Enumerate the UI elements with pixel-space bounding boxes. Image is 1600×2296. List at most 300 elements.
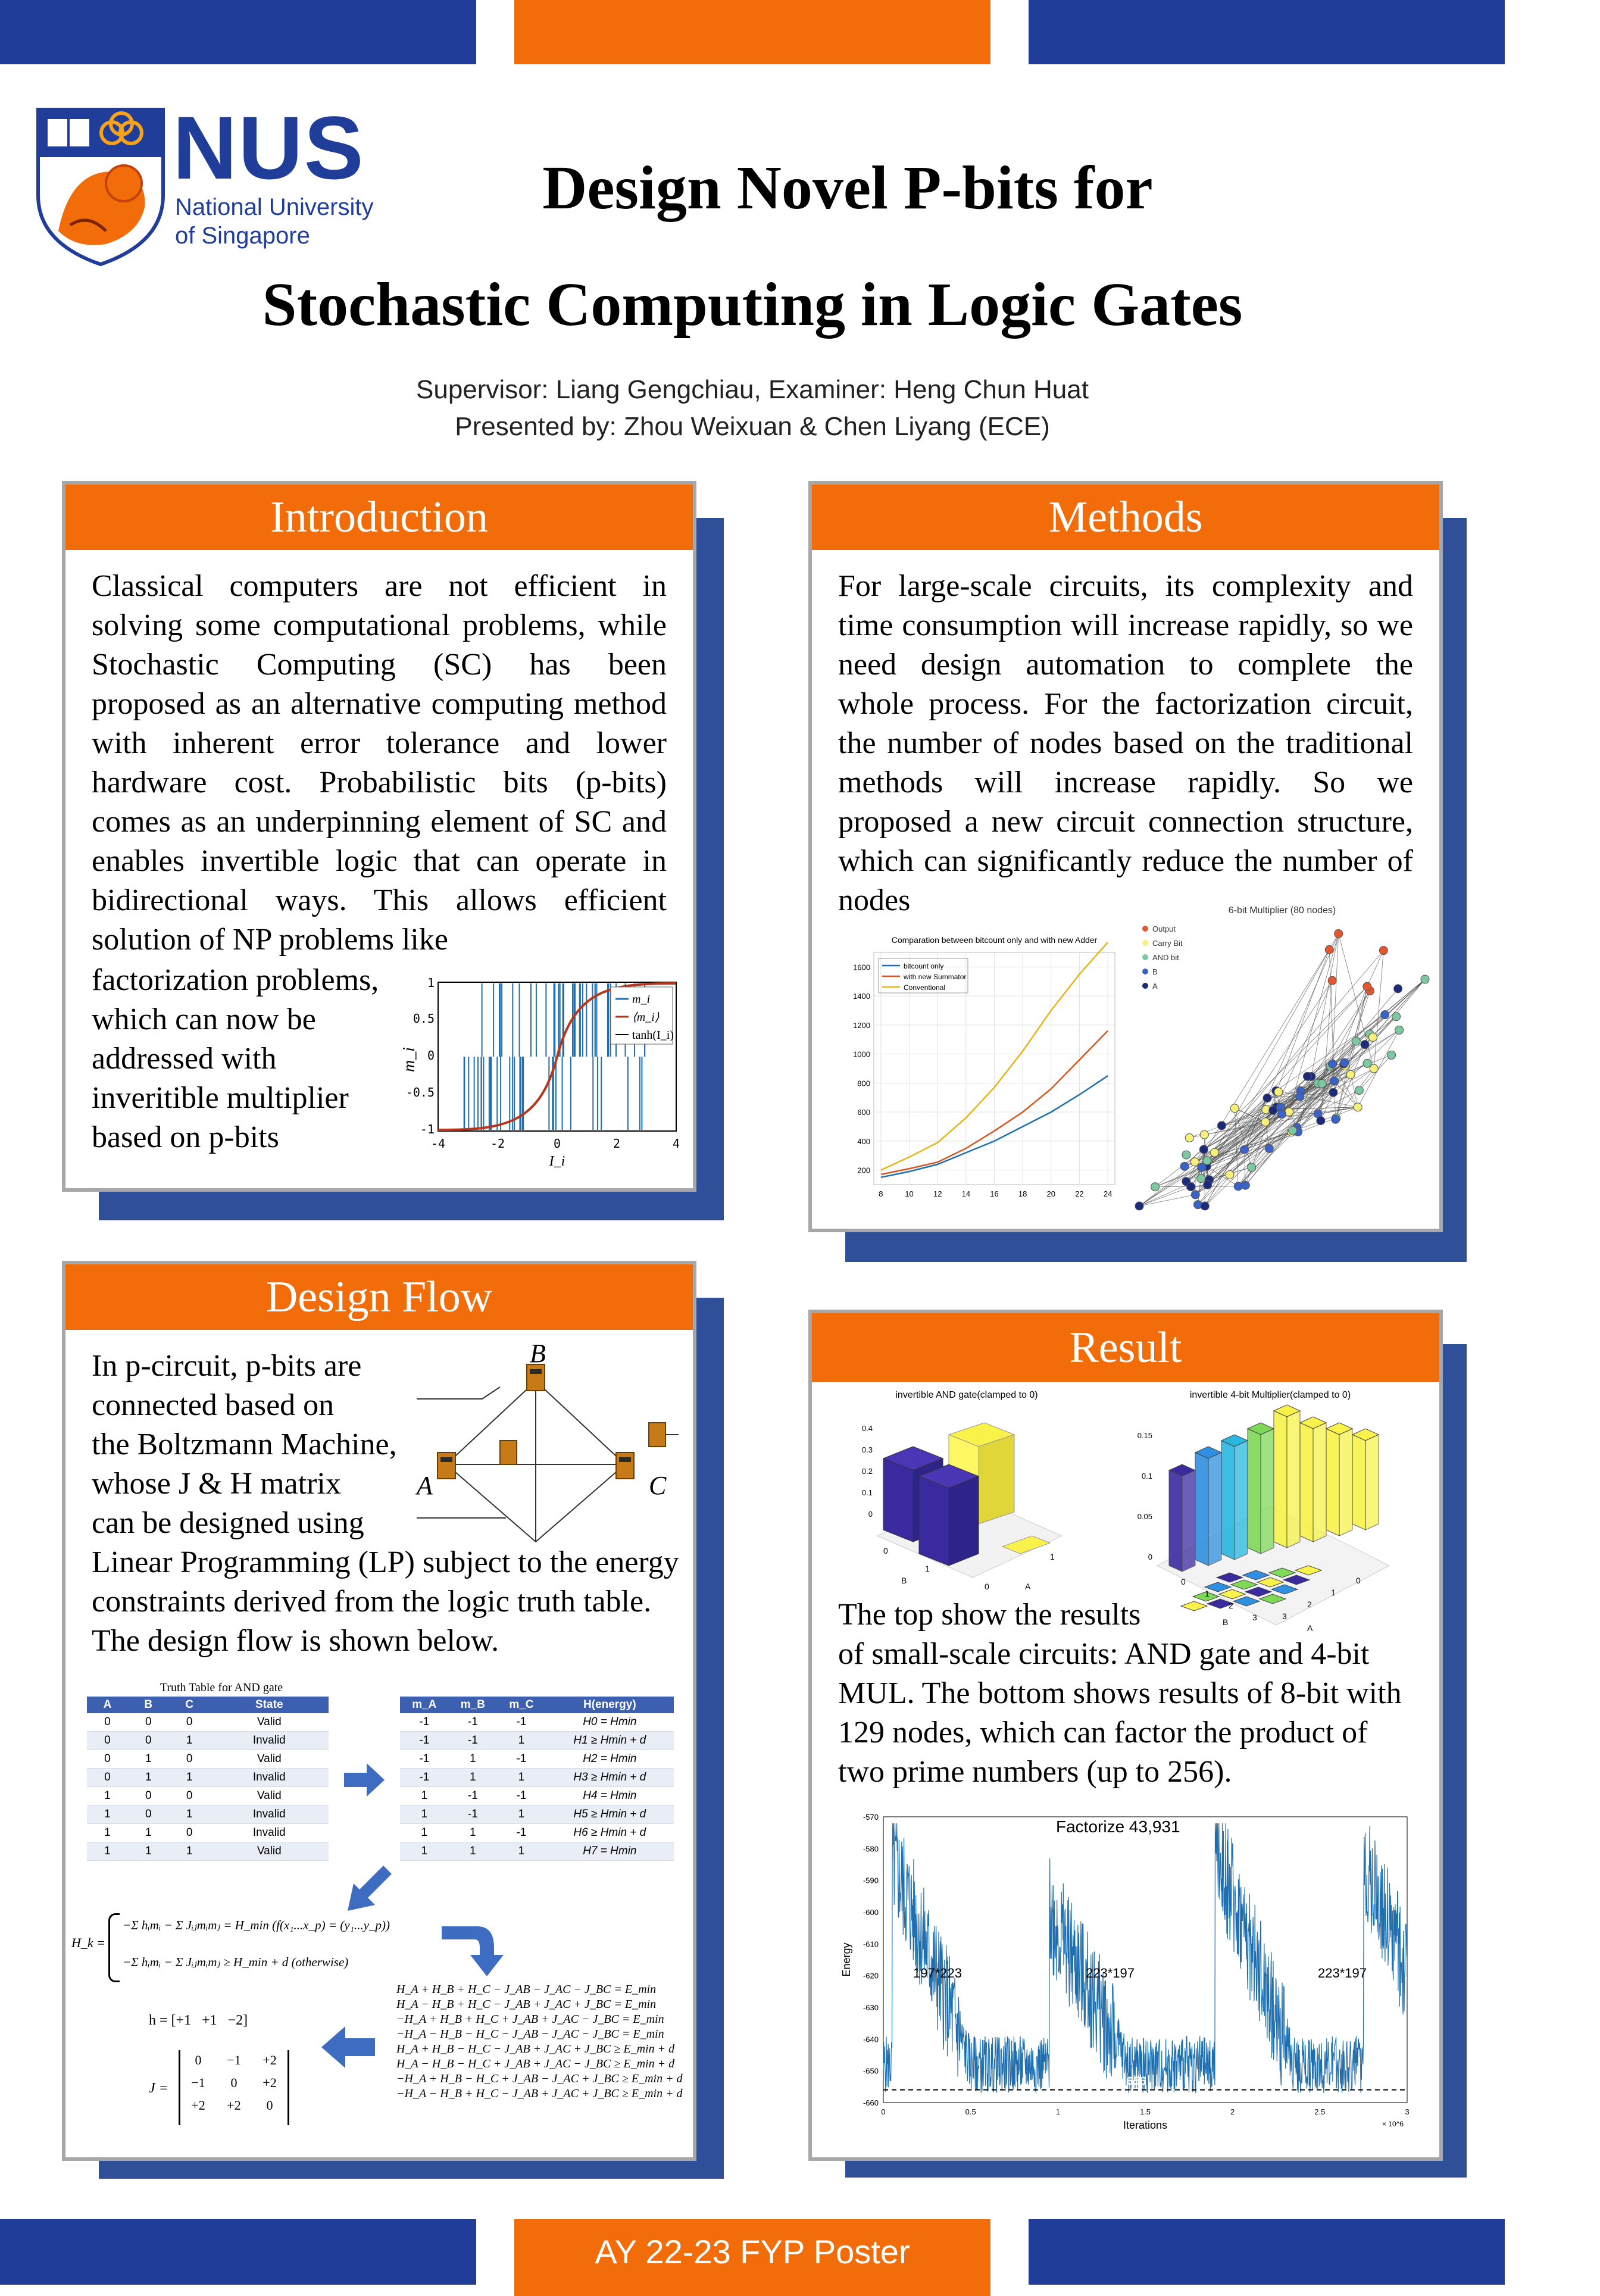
graph-node xyxy=(1303,1072,1311,1080)
graph-node xyxy=(1135,1202,1143,1210)
tt2-cell: 1 xyxy=(449,1769,498,1787)
graph-node xyxy=(1185,1133,1193,1142)
constraint-line: H_A − H_B + H_C − J_AB + J_AC + J_BC = E_min xyxy=(396,1998,657,2011)
and-ztick: 0.2 xyxy=(861,1467,873,1476)
mul-bar xyxy=(1261,1429,1274,1554)
energy-annotation: 197*223 xyxy=(913,1966,962,1981)
j-label: J = xyxy=(149,2081,168,2096)
tt1-cell: 1 xyxy=(169,1842,210,1861)
tt1-row xyxy=(87,1732,329,1750)
tt2-cell: -1 xyxy=(449,1805,498,1824)
and-axis-a: A xyxy=(1025,1582,1031,1591)
plot-xtick: 4 xyxy=(672,1136,680,1151)
graph-node xyxy=(1203,1157,1211,1165)
tt1-cell: 0 xyxy=(169,1787,210,1805)
tt2-header: m_B xyxy=(449,1697,498,1713)
nus-name-line1: National University xyxy=(175,194,374,220)
node-count-chart xyxy=(838,929,1124,1208)
tt1-row xyxy=(87,1769,329,1787)
chart-xtick: 10 xyxy=(905,1189,914,1198)
legend-label: with new Summator xyxy=(904,973,967,981)
graph-edge xyxy=(1186,951,1384,1182)
graph-node xyxy=(1379,946,1388,955)
graph-node xyxy=(1248,1163,1256,1172)
tt1-cell: 0 xyxy=(128,1713,169,1732)
tt1-cell: 1 xyxy=(128,1750,169,1769)
tt2-header: m_C xyxy=(497,1697,546,1713)
chart-ytick: 1000 xyxy=(853,1049,870,1059)
graph-node xyxy=(1151,1183,1160,1191)
tt2-cell: 1 xyxy=(400,1842,449,1861)
mul-axis-b: B xyxy=(1223,1617,1229,1627)
title-line-1: Design Novel P-bits for xyxy=(542,154,1153,222)
plot-xtick: -4 xyxy=(430,1136,446,1151)
graph-node xyxy=(1197,1174,1205,1183)
circuit-label-a: A xyxy=(417,1471,433,1500)
tt2-row xyxy=(400,1787,674,1805)
tt2-row xyxy=(400,1750,674,1769)
graph-node xyxy=(1317,1116,1325,1124)
energy-xtick: 3 xyxy=(1405,2107,1410,2116)
tt1-cell: Invalid xyxy=(210,1805,329,1824)
constraint-line: H_A − H_B − H_C + J_AB + J_AC − J_BC ≥ E_min + d xyxy=(396,2057,675,2070)
graph-edge xyxy=(1345,991,1370,1066)
energy-annotation: 223*197 xyxy=(1318,1966,1367,1981)
energy-xtick: 2 xyxy=(1230,2107,1235,2116)
mul-bar xyxy=(1221,1441,1235,1560)
mul-bar xyxy=(1326,1429,1339,1536)
design-flow-side-line: can be designed using xyxy=(92,1506,364,1540)
and-tick-b: 1 xyxy=(925,1564,930,1573)
graph-node xyxy=(1230,1104,1239,1113)
plot-ytick: -0.5 xyxy=(405,1085,435,1099)
mul-bar xyxy=(1352,1435,1365,1530)
graph-legend: AND bit xyxy=(1152,953,1179,962)
graph-node xyxy=(1355,1086,1363,1095)
energy-xlabel: Iterations xyxy=(1123,2119,1168,2131)
mul-bar xyxy=(1274,1411,1287,1548)
j-matrix-cell: +2 xyxy=(227,2098,241,2113)
tt1-cell: 0 xyxy=(169,1713,210,1732)
j-matrix-cell: 0 xyxy=(195,2053,202,2067)
tt1-cell: Valid xyxy=(210,1787,329,1805)
mul-bar xyxy=(1235,1441,1248,1560)
mul-ztick: 0.1 xyxy=(1141,1472,1152,1480)
graph-node xyxy=(1198,1163,1206,1172)
graph-node xyxy=(1332,1115,1340,1123)
tt2-cell: 1 xyxy=(400,1787,449,1805)
footer-label: AY 22-23 FYP Poster xyxy=(595,2233,910,2270)
energy-ytick: -580 xyxy=(862,1844,879,1854)
title-line-2: Stochastic Computing in Logic Gates xyxy=(262,270,1243,339)
energy-xtick: 1 xyxy=(1055,2107,1060,2116)
tt2-cell: 1 xyxy=(497,1732,546,1750)
energy-title: Factorize 43,931 xyxy=(1056,1817,1180,1836)
plot-ylabel: m_i xyxy=(400,1047,418,1072)
tt1-header: State xyxy=(210,1697,329,1713)
tt1-cell: 0 xyxy=(128,1787,169,1805)
intro-side-line: based on p-bits xyxy=(92,1120,279,1154)
tt2-cell: H2 = Hmin xyxy=(546,1750,674,1769)
design-flow-side-line: the Boltzmann Machine, xyxy=(92,1427,397,1461)
energy-chart xyxy=(836,1805,1425,2138)
graph-node xyxy=(1395,1026,1404,1034)
energy-ylabel: Energy xyxy=(840,1942,852,1977)
graph-node xyxy=(1421,975,1429,983)
graph-node xyxy=(1187,1183,1195,1191)
constraint-line: −H_A − H_B − H_C − J_AB − J_AC − J_BC = E_min xyxy=(396,2028,664,2041)
energy-xtick: 0 xyxy=(881,2107,886,2116)
j-matrix-cell: +2 xyxy=(262,2075,277,2090)
tt1-cell: 0 xyxy=(128,1732,169,1750)
mul-flat-bar xyxy=(1181,1601,1207,1611)
result-panel xyxy=(808,1310,1443,2161)
tt2-cell: -1 xyxy=(497,1824,546,1842)
tt1-cell: 1 xyxy=(128,1769,169,1787)
graph-node xyxy=(1354,1103,1362,1111)
mul-bar xyxy=(1195,1452,1208,1566)
h-vector: h = [+1 +1 −2] xyxy=(149,2013,248,2028)
graph-legend: B xyxy=(1152,967,1158,976)
chart-xtick: 14 xyxy=(961,1189,971,1198)
tt1-cell: 1 xyxy=(128,1824,169,1842)
tt2-cell: H7 = Hmin xyxy=(546,1842,674,1861)
graph-node xyxy=(1330,1077,1339,1085)
chart-xtick: 12 xyxy=(933,1189,942,1198)
hk-label: H_k = xyxy=(71,1935,105,1950)
graph-node xyxy=(1363,982,1371,991)
tt2-cell: -1 xyxy=(449,1713,498,1732)
tt1-header: B xyxy=(128,1697,169,1713)
energy-ytick: -590 xyxy=(862,1876,879,1885)
tt1-cell: 1 xyxy=(87,1787,128,1805)
graph-legend: Carry Bit xyxy=(1152,939,1183,948)
nus-name-line2: of Singapore xyxy=(175,223,310,249)
top-bar-right xyxy=(1029,0,1505,64)
tt2-header: m_A xyxy=(400,1697,449,1713)
tt1-row xyxy=(87,1824,329,1842)
chart-ytick: 200 xyxy=(857,1166,870,1175)
truth-table-and xyxy=(87,1697,329,1861)
mul-bar xyxy=(1287,1411,1300,1548)
circuit-label-b: B xyxy=(530,1339,546,1368)
energy-xtick: 2.5 xyxy=(1314,2107,1326,2116)
energy-table xyxy=(400,1697,674,1861)
tt1-cell: 0 xyxy=(87,1750,128,1769)
graph-node xyxy=(1204,1180,1212,1189)
supervisor-credit: Supervisor: Liang Gengchiau, Examiner: Heng Chun Huat xyxy=(416,375,1089,404)
j-matrix-cell: +2 xyxy=(191,2098,205,2113)
tt2-cell: H6 ≥ Hmin + d xyxy=(546,1824,674,1842)
pbit-tanh-plot xyxy=(402,970,688,1185)
tt1-cell: Invalid xyxy=(210,1732,329,1750)
intro-side-line: inveritible multiplier xyxy=(92,1081,349,1115)
energy-ytick: -650 xyxy=(862,2066,879,2076)
presenter-credit: Presented by: Zhou Weixuan & Chen Liyang (ECE) xyxy=(455,412,1050,441)
tt1-row xyxy=(87,1713,329,1732)
graph-node xyxy=(1361,1041,1369,1049)
graph-node xyxy=(1182,1151,1190,1159)
graph-node xyxy=(1368,1033,1377,1041)
tt1-row xyxy=(87,1750,329,1769)
tt2-cell: -1 xyxy=(497,1713,546,1732)
mul-bar xyxy=(1248,1429,1261,1554)
mul-tick-a: 1 xyxy=(1331,1588,1336,1597)
design-flow-side-line: connected based on xyxy=(92,1388,335,1422)
j-matrix-cell: −1 xyxy=(227,2053,241,2067)
tt2-cell: -1 xyxy=(400,1769,449,1787)
tt1-cell: 0 xyxy=(87,1713,128,1732)
graph-node xyxy=(1392,1013,1401,1021)
and-ztick: 0.3 xyxy=(861,1445,873,1454)
bottom-bar-right xyxy=(1029,2219,1505,2285)
legend-label: Conventional xyxy=(904,983,946,992)
mul-tick-b: 3 xyxy=(1252,1613,1257,1622)
chart-xtick: 24 xyxy=(1103,1189,1112,1198)
bottom-bar-left xyxy=(0,2219,476,2285)
chart-ytick: 400 xyxy=(857,1136,870,1146)
energy-ytick: -660 xyxy=(862,2098,879,2107)
energy-ytick: -630 xyxy=(862,2003,879,2012)
plot-ytick: 0 xyxy=(427,1048,435,1063)
methods-heading: Methods xyxy=(812,485,1439,550)
graph-node xyxy=(1201,1202,1209,1210)
methods-text: For large-scale circuits, its complexity and time consumption will increase rapidly, so we need design automation to complete the whole process. For the factorization circuit, the number of nodes based on the traditional methods will increase rapidly. So we proposed a new circuit connection structure, which can significantly reduce the number of nodes xyxy=(838,569,1413,917)
and-gate-3d-bar xyxy=(836,1387,1098,1613)
intro-side-line: factorization problems, xyxy=(92,963,379,997)
graph-edge xyxy=(1339,933,1374,1069)
graph-title: 6-bit Multiplier (80 nodes) xyxy=(1228,905,1336,916)
tt1-header: A xyxy=(87,1697,128,1713)
boltzmann-circuit xyxy=(411,1339,690,1542)
graph-node xyxy=(1240,1145,1249,1154)
graph-node xyxy=(1199,1145,1208,1154)
energy-ytick: -570 xyxy=(862,1813,879,1822)
tt2-row xyxy=(400,1769,674,1787)
tt2-header: H(energy) xyxy=(546,1697,674,1713)
mul-ztick: 0.05 xyxy=(1137,1512,1152,1521)
graph-node xyxy=(1329,1060,1337,1068)
graph-node xyxy=(1261,1118,1270,1126)
hk-line-2: −Σ hᵢmᵢ − Σ Jᵢⱼmᵢmⱼ ≥ H_min + d (otherwise) xyxy=(123,1955,349,1969)
tt2-cell: 1 xyxy=(497,1805,546,1824)
j-matrix-cell: +2 xyxy=(262,2053,277,2067)
tt1-cell: 1 xyxy=(169,1769,210,1787)
j-matrix-cell: 0 xyxy=(266,2098,273,2113)
tt2-cell: -1 xyxy=(497,1750,546,1769)
tt2-cell: H5 ≥ Hmin + d xyxy=(546,1805,674,1824)
chart-xtick: 22 xyxy=(1075,1189,1084,1198)
graph-node xyxy=(1296,1092,1304,1101)
mul-tick-b: 1 xyxy=(1205,1589,1210,1598)
graph-edge xyxy=(1195,979,1425,1195)
graph-legend: A xyxy=(1152,982,1158,991)
energy-ytick: -620 xyxy=(862,1971,879,1981)
chart-xtick: 16 xyxy=(990,1189,999,1198)
and-axis-b: B xyxy=(901,1576,907,1585)
result-heading: Result xyxy=(812,1313,1439,1382)
chart-ytick: 800 xyxy=(857,1079,870,1088)
mul-ztick: 0.15 xyxy=(1137,1431,1152,1440)
tt2-cell: H0 = Hmin xyxy=(546,1713,674,1732)
arrow-down-left-icon xyxy=(345,1866,393,1913)
tt1-cell: 0 xyxy=(169,1824,210,1842)
mul-tick-b: 0 xyxy=(1181,1577,1186,1586)
chart-ytick: 1200 xyxy=(853,1020,870,1030)
graph-node xyxy=(1217,1122,1226,1130)
tt2-cell: -1 xyxy=(400,1713,449,1732)
plot-legend-mean: ⟨m_i⟩ xyxy=(632,1011,660,1024)
plot-legend-mi: m_i xyxy=(632,993,650,1006)
tt2-cell: H4 = Hmin xyxy=(546,1787,674,1805)
tt1-row xyxy=(87,1805,329,1824)
graph-node xyxy=(1381,1011,1389,1019)
chart-xtick: 8 xyxy=(879,1189,883,1198)
chart-ytick: 1400 xyxy=(853,992,870,1001)
multiplier-graph xyxy=(1133,902,1431,1212)
plot-legend-tanh: tanh(I_i) xyxy=(632,1029,674,1042)
graph-node xyxy=(1211,1148,1219,1157)
mul-bar xyxy=(1208,1452,1221,1566)
graph-node xyxy=(1191,1191,1199,1199)
mul-tick-a: 2 xyxy=(1307,1600,1312,1609)
top-bar-left xyxy=(0,0,476,64)
and-ztick: 0 xyxy=(868,1510,873,1519)
design-flow-side-line: whose J & H matrix xyxy=(92,1467,341,1501)
mul-tick-b: 2 xyxy=(1229,1601,1233,1610)
j-matrix xyxy=(179,2050,289,2125)
tt2-cell: 1 xyxy=(497,1842,546,1861)
graph-node xyxy=(1318,1079,1326,1088)
top-bar-center xyxy=(514,0,990,64)
hk-line-1: −Σ hᵢmᵢ − Σ Jᵢⱼmᵢmⱼ = H_min (f(x₁...x_p) = (y₁...y_p)) xyxy=(123,1918,390,1932)
graph-node xyxy=(1335,929,1343,938)
chart-ytick: 1600 xyxy=(853,963,870,972)
intro-text: Classical computers are not efficient in solving some computational problems, while Stochastic Computing (SC) has been proposed as an alternative computing method with inherent error tolerance and lower hardware cost. Probabilistic bits (p-bits) comes as an underpinning element of SC and enables invertible logic that can operate in bidirectional ways. This allows efficient solution of NP problems like xyxy=(92,569,667,957)
design-flow-heading: Design Flow xyxy=(65,1264,693,1330)
arrow-curve-down-icon xyxy=(442,1924,507,1978)
graph-legend: Output xyxy=(1152,924,1176,933)
tt2-row xyxy=(400,1732,674,1750)
and-tick-a: 1 xyxy=(1050,1552,1055,1561)
graph-node xyxy=(1329,1088,1338,1097)
graph-node xyxy=(1226,1170,1234,1179)
bottom-bar-center xyxy=(514,2219,990,2296)
tt1-cell: 0 xyxy=(87,1732,128,1750)
truth-table-title: Truth Table for AND gate xyxy=(160,1681,283,1694)
emin-label: Emin = -656 xyxy=(1080,2075,1146,2088)
energy-xtick: 1.5 xyxy=(1139,2107,1151,2116)
tt1-cell: 1 xyxy=(87,1842,128,1861)
constraint-line: H_A + H_B − H_C − J_AB + J_AC + J_BC ≥ E_min + d xyxy=(396,2042,675,2056)
tt2-cell: -1 xyxy=(400,1732,449,1750)
tt1-cell: 1 xyxy=(87,1805,128,1824)
energy-ytick: -600 xyxy=(862,1908,879,1917)
energy-ytick: -610 xyxy=(862,1939,879,1949)
graph-node xyxy=(1346,1070,1355,1079)
mul-bar xyxy=(1313,1423,1326,1542)
tt1-cell: Valid xyxy=(210,1750,329,1769)
and-bar-title: invertible AND gate(clamped to 0) xyxy=(895,1390,1038,1400)
graph-node xyxy=(1277,1110,1286,1118)
energy-xtick: 0.5 xyxy=(965,2107,976,2116)
energy-ytick: -640 xyxy=(862,2035,879,2044)
tt2-cell: 1 xyxy=(497,1769,546,1787)
graph-node xyxy=(1370,1064,1378,1073)
graph-node xyxy=(1263,1094,1271,1102)
and-ztick: 0.4 xyxy=(861,1424,873,1433)
design-flow-text: Linear Programming (LP) subject to the energy constraints derived from the logic truth table. The design flow is shown below. xyxy=(92,1545,679,1658)
and-ztick: 0.1 xyxy=(861,1488,873,1497)
tt1-cell: 1 xyxy=(169,1805,210,1824)
result-side-text: The top show the results xyxy=(838,1598,1141,1632)
mul-bar xyxy=(1169,1470,1182,1572)
graph-node xyxy=(1200,1130,1208,1139)
graph-node xyxy=(1289,1126,1297,1135)
tt2-cell: 1 xyxy=(400,1824,449,1842)
tt2-cell: 1 xyxy=(449,1824,498,1842)
tt2-cell: -1 xyxy=(400,1750,449,1769)
arrow-left-icon xyxy=(321,2026,375,2068)
mul-bar xyxy=(1300,1423,1313,1542)
design-flow-side-text xyxy=(92,1347,425,1543)
graph-node xyxy=(1352,1037,1360,1045)
tt1-cell: 1 xyxy=(87,1824,128,1842)
tt2-cell: H1 ≥ Hmin + d xyxy=(546,1732,674,1750)
result-text: of small-scale circuits: AND gate and 4-bit MUL. The bottom shows results of 8-bit with 129 nodes, which can factor the product of two prime numbers (up to 256). xyxy=(838,1637,1402,1789)
mul-bar xyxy=(1182,1470,1195,1572)
tt2-row xyxy=(400,1842,674,1861)
graph-node xyxy=(1241,1181,1249,1189)
graph-node xyxy=(1265,1145,1273,1153)
tt1-row xyxy=(87,1787,329,1805)
mul-bar xyxy=(1365,1435,1379,1530)
arrow-right-icon xyxy=(344,1762,386,1798)
tt1-cell: 0 xyxy=(128,1805,169,1824)
tt2-row xyxy=(400,1824,674,1842)
tt2-cell: -1 xyxy=(497,1787,546,1805)
tt2-cell: H3 ≥ Hmin + d xyxy=(546,1769,674,1787)
tt1-cell: Invalid xyxy=(210,1824,329,1842)
intro-side-line: which can now be xyxy=(92,1002,316,1036)
mul-axis-a: A xyxy=(1307,1623,1313,1633)
graph-node xyxy=(1180,1162,1189,1170)
tt1-cell: Valid xyxy=(210,1713,329,1732)
intro-heading: Introduction xyxy=(65,485,693,550)
j-matrix-cell: 0 xyxy=(230,2075,238,2090)
constraint-line: −H_A + H_B − H_C + J_AB − J_AC + J_BC ≥ E_min + d xyxy=(396,2072,683,2085)
graph-edge xyxy=(1235,1108,1265,1122)
graph-node xyxy=(1394,985,1402,993)
tt1-row xyxy=(87,1842,329,1861)
graph-edge xyxy=(1333,933,1339,1064)
tt2-cell: 1 xyxy=(449,1842,498,1861)
graph-node xyxy=(1269,1106,1277,1114)
chart-ytick: 600 xyxy=(857,1108,870,1117)
plot-xlabel: I_i xyxy=(549,1154,565,1169)
constraint-line: −H_A + H_B + H_C + J_AB + J_AC − J_BC = E_min xyxy=(396,2013,664,2026)
tt1-cell: 1 xyxy=(128,1842,169,1861)
plot-ytick: 0.5 xyxy=(412,1011,435,1026)
design-flow-panel xyxy=(62,1261,696,2161)
circuit-label-c: C xyxy=(649,1471,667,1500)
graph-node xyxy=(1328,976,1336,985)
mul-ztick: 0 xyxy=(1148,1552,1152,1561)
tt2-cell: -1 xyxy=(449,1787,498,1805)
chart-xtick: 20 xyxy=(1046,1189,1056,1198)
tt2-cell: -1 xyxy=(449,1732,498,1750)
j-matrix-cell: −1 xyxy=(191,2075,205,2090)
